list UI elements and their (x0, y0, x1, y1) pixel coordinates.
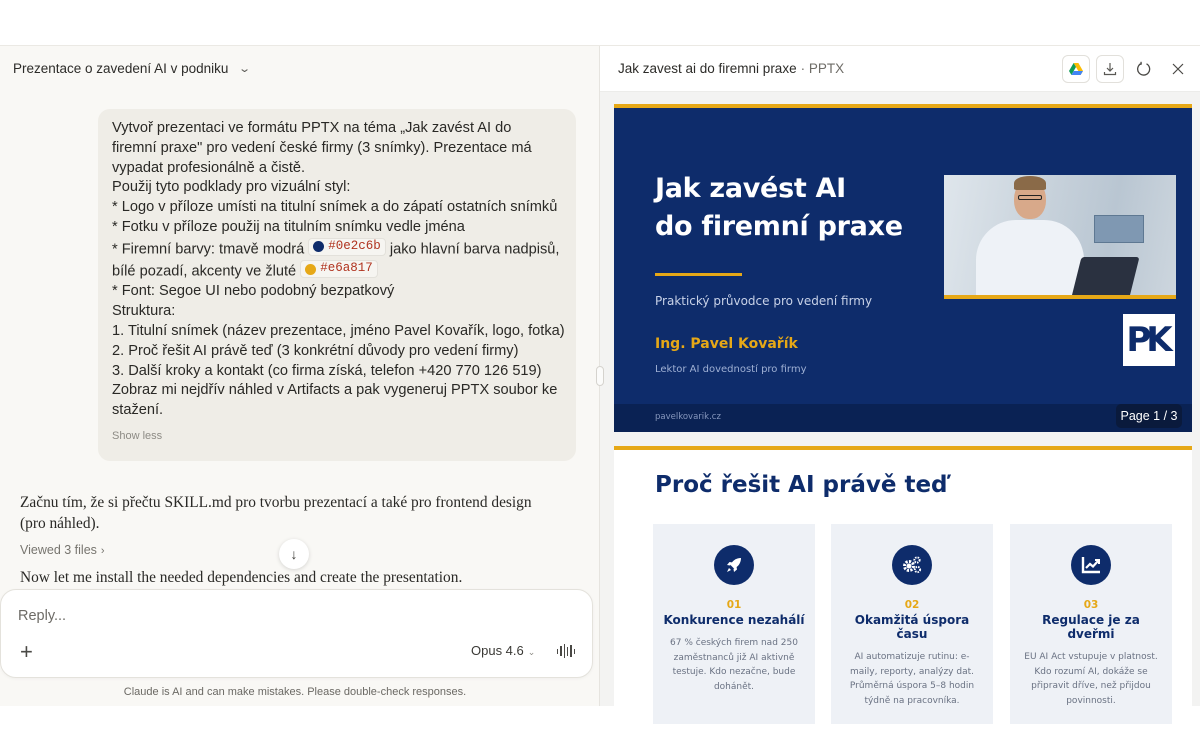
slide-title (614, 104, 1192, 432)
color-code: #e6a817 (320, 261, 373, 276)
photo-person-glasses (1018, 195, 1042, 200)
waveform-icon (560, 646, 561, 656)
chevron-down-icon: ⌄ (238, 62, 252, 75)
card-title: Regulace je za dveřmi (1042, 613, 1140, 641)
card-body: 67 % českých firem nad 250 zaměstnanců již AI aktivně testuje. Kdo nezačne, bude dohánět. (670, 638, 798, 692)
message-line: Zobraz mi nejdřív náhled v Artifacts a pak vygeneruj PPTX soubor ke (112, 382, 558, 399)
message-line (112, 260, 562, 282)
message-line: Vytvoř prezentaci ve formátu PPTX na téma „Jak zavést AI do (112, 120, 512, 136)
title-line: do firemní praxe (655, 211, 903, 242)
color-chip-accent (300, 260, 378, 278)
page-indicator: Page 1 / 3 (1116, 404, 1182, 428)
user-message (98, 109, 576, 461)
artifact-title: Jak zavest ai do firemni praxe (618, 61, 797, 76)
artifact-actions (1062, 55, 1192, 83)
message-line: firemní praxe" pro vedení české firmy (3 snímky). Prezentace má (112, 139, 532, 156)
save-to-drive-button[interactable] (1062, 55, 1090, 83)
panel-resize-handle[interactable] (596, 366, 604, 386)
model-selector[interactable] (471, 643, 535, 658)
message-line: 3. Další kroky a kontakt (co firma získá, telefon +420 770 126 519) (112, 362, 542, 379)
accent-bar (655, 273, 742, 276)
title-line: Jak zavést AI (655, 173, 846, 204)
assistant-message: Now let me install the needed dependencies and create the presentation. (20, 569, 463, 586)
waveform-icon (567, 647, 568, 656)
color-code: #0e2c6b (328, 238, 381, 253)
slide-heading: Proč řešit AI právě teď (655, 472, 948, 498)
card-number: 03 (1083, 599, 1099, 611)
gears-icon (901, 555, 923, 575)
close-button[interactable] (1164, 55, 1192, 83)
refresh-icon (1136, 61, 1152, 77)
chevron-right-icon: › (100, 545, 105, 557)
waveform-icon (570, 645, 571, 657)
reply-composer (0, 589, 593, 678)
message-line: * Font: Segoe UI nebo podobný bezpatkový (112, 283, 395, 300)
colors-text: jako hlavní barva nadpisů, (389, 241, 560, 258)
artifact-panel (600, 46, 1200, 706)
presenter-photo (944, 175, 1176, 299)
refresh-button[interactable] (1130, 55, 1158, 83)
close-icon (1171, 62, 1185, 76)
viewed-files-toggle[interactable] (20, 543, 105, 557)
card-body: AI automatizuje rutinu: e-maily, reporty, analýzy dat. Průměrná úspora 5–8 hodin týdně na pracovníka. (849, 652, 975, 706)
card-icon-circle (714, 545, 754, 585)
photo-person-body (976, 220, 1084, 299)
message-line: Struktura: (112, 303, 176, 320)
slide-footer (614, 404, 1192, 432)
arrow-down-icon: ↓ (290, 546, 298, 562)
reason-card (653, 524, 815, 724)
color-dot-icon (305, 264, 316, 275)
message-line (112, 238, 562, 260)
photo-laptop (1071, 257, 1140, 299)
conversation-title-button[interactable] (0, 46, 599, 90)
download-button[interactable] (1096, 55, 1124, 83)
colors-text: bílé pozadí, akcenty ve žluté (112, 263, 297, 280)
footer-url: pavelkovarik.cz (655, 412, 721, 422)
color-dot-icon (313, 241, 324, 252)
card-icon-circle (892, 545, 932, 585)
slide-subtitle: Praktický průvodce pro vedení firmy (655, 294, 873, 308)
download-icon (1103, 62, 1117, 76)
assistant-message: Začnu tím, že si přečtu SKILL.md pro tvorbu prezentací a také pro frontend design (pro náhled). (20, 494, 532, 532)
slide-why-ai (614, 446, 1192, 710)
pk-logo: PK (1123, 314, 1175, 366)
waveform-icon (557, 649, 558, 654)
reason-card (1010, 524, 1172, 724)
conversation-title: Prezentace o zavedení AI v podniku (13, 60, 229, 76)
reply-input[interactable]: Reply... (18, 608, 67, 624)
artifact-format: · PPTX (800, 61, 845, 76)
chevron-down-icon: ⌄ (527, 647, 536, 657)
message-line: * Fotku v příloze použij na titulním snímku vedle jména (112, 218, 465, 235)
message-line: 1. Titulní snímek (název prezentace, jméno Pavel Kovařík, logo, fotka) (112, 322, 565, 339)
app-window (0, 45, 1200, 706)
viewed-files-label: Viewed 3 files (20, 543, 97, 557)
message-line: 2. Proč řešit AI právě teď (3 konkrétní důvody pro vedení firmy) (112, 342, 519, 359)
plus-icon: + (20, 639, 33, 664)
scroll-to-bottom-button[interactable] (279, 539, 309, 569)
reason-card (831, 524, 993, 724)
add-attachment-button[interactable] (20, 639, 33, 665)
waveform-icon (564, 644, 565, 658)
chat-panel (0, 46, 600, 706)
card-title: Okamžitá úspora času (854, 613, 970, 641)
colors-text: * Firemní barvy: tmavě modrá (112, 241, 305, 258)
presenter-name: Ing. Pavel Kovařík (655, 336, 798, 352)
message-line: * Logo v příloze umísti na titulní snímek a do zápatí ostatních snímků (112, 199, 558, 216)
show-less-button[interactable]: Show less (112, 429, 163, 442)
card-icon-circle (1071, 545, 1111, 585)
message-line: stažení. (112, 402, 164, 419)
card-number: 02 (904, 599, 920, 611)
photo-background-screen (1094, 215, 1144, 243)
waveform-icon (574, 649, 575, 654)
presenter-role: Lektor AI dovedností pro firmy (655, 364, 807, 375)
message-line: Použij tyto podklady pro vizuální styl: (112, 179, 351, 196)
disclaimer: Claude is AI and can make mistakes. Please double-check responses. (123, 686, 467, 698)
color-chip-primary (308, 238, 386, 256)
chart-up-icon (1081, 556, 1101, 574)
slide-title-heading (655, 170, 903, 246)
slides-preview[interactable] (614, 104, 1192, 710)
model-name: Opus 4.6 (471, 643, 524, 658)
card-body: EU AI Act vstupuje v platnost. Kdo rozumí AI, dokáže se připravit dříve, než přijdou povinnosti. (1024, 652, 1158, 706)
card-title: Konkurence nezahálí (663, 613, 805, 627)
photo-person-hair (1014, 176, 1046, 190)
card-number: 01 (726, 599, 742, 611)
voice-mode-button[interactable] (557, 644, 575, 658)
rocket-icon (724, 555, 744, 575)
message-line: vypadat profesionálně a čistě. (112, 159, 306, 176)
google-drive-icon (1069, 63, 1083, 75)
